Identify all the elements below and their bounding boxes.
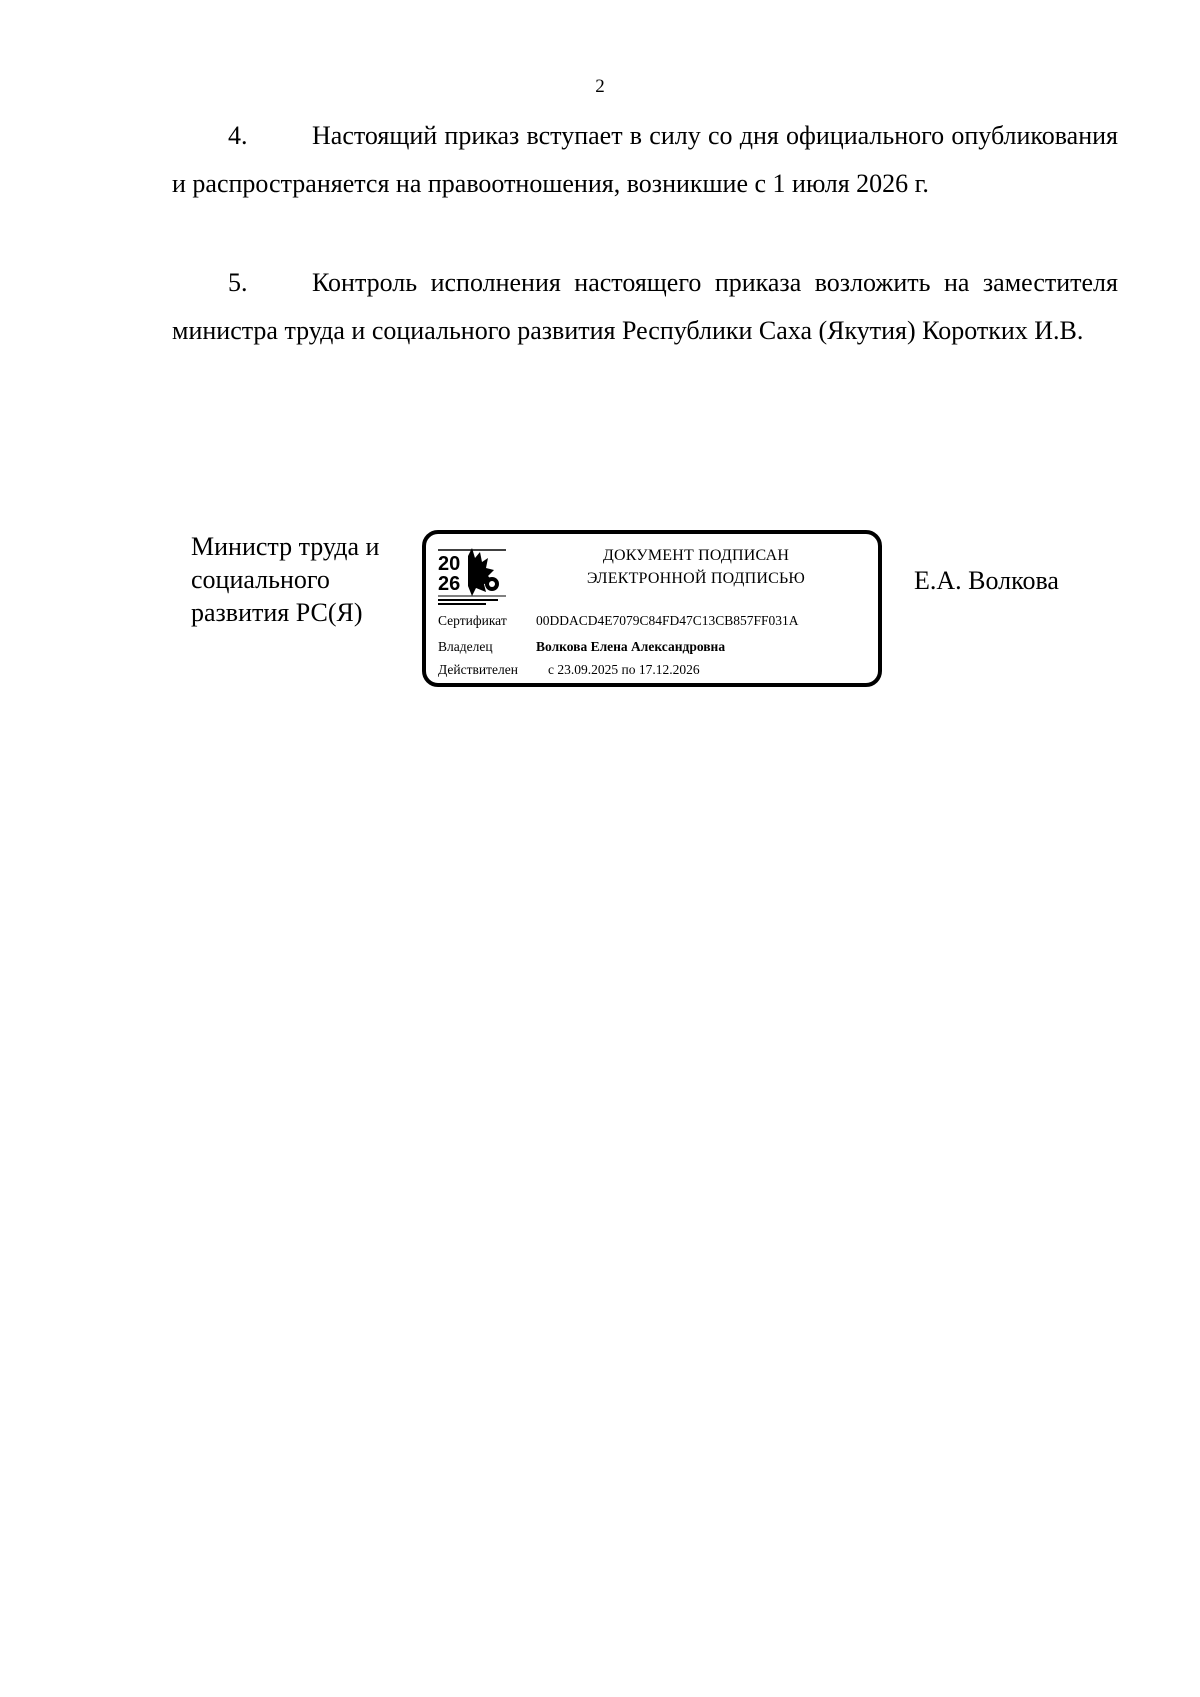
- signer-position-line: развития РС(Я): [191, 598, 363, 627]
- paragraph-number: 4.: [228, 121, 248, 150]
- owner-value: Волкова Елена Александровна: [536, 639, 726, 654]
- paragraph-item-4: [172, 112, 1118, 208]
- paragraph-text: Настоящий приказ вступает в силу со дня официального опубликования и распространяется на правоотношения, возникшие с 1 июля 2026 г.: [172, 121, 1118, 198]
- valid-label: Действителен: [438, 662, 518, 677]
- logo-year-bottom: 26: [438, 573, 461, 595]
- paragraph-item-5: [172, 259, 1118, 355]
- signer-position-line: Министр труда и: [191, 532, 380, 561]
- stamp-owner-row: [438, 639, 725, 655]
- paragraph-text: Контроль исполнения настоящего приказа возложить на заместителя министра труда и социального развития Республики Саха (Якутия) Коротких И.В.: [172, 268, 1118, 345]
- stamp-title-line: ЭЛЕКТРОННОЙ ПОДПИСЬЮ: [586, 570, 806, 587]
- stamp-title-line: ДОКУМЕНТ ПОДПИСАН: [602, 547, 790, 564]
- signer-name: Е.А. Волкова: [914, 566, 1059, 595]
- stamp-title: [546, 544, 846, 590]
- valid-value: с 23.09.2025 по 17.12.2026: [548, 662, 700, 677]
- certificate-label: Сертификат: [438, 613, 507, 628]
- stamp-certificate-row: [438, 613, 799, 629]
- certificate-value: 00DDACD4E7079C84FD47C13CB857FF031A: [536, 613, 799, 628]
- logo-year-top: 20: [438, 553, 461, 575]
- owner-label: Владелец: [438, 639, 493, 654]
- signer-position: [191, 530, 411, 629]
- page-number: 2: [595, 76, 605, 97]
- paragraph-number: 5.: [228, 268, 248, 297]
- stamp-validity-row: [438, 662, 700, 678]
- year-2026-logo-icon: [434, 540, 510, 606]
- signer-position-line: социального: [191, 565, 330, 594]
- electronic-signature-stamp: [422, 530, 882, 687]
